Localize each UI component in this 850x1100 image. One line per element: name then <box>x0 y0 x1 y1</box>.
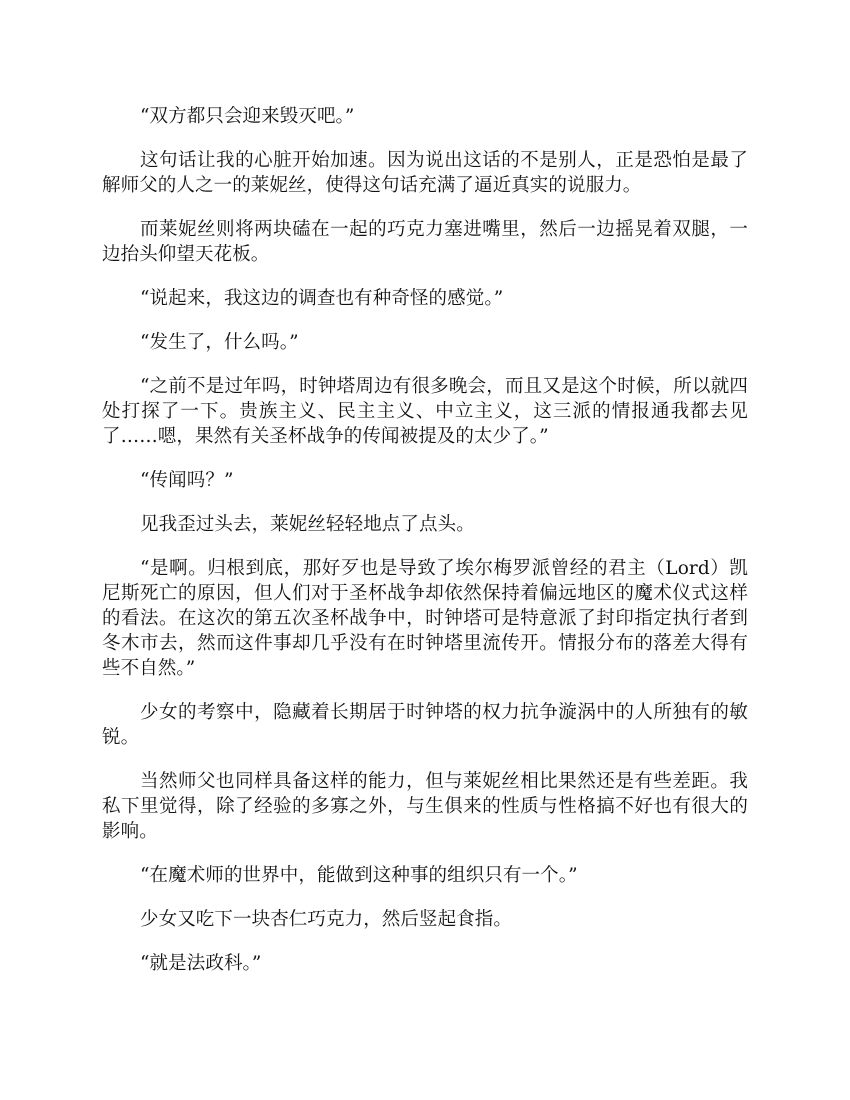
paragraph-3: 而莱妮丝则将两块磕在一起的巧克力塞进嘴里，然后一边摇晃着双腿，一边抬头仰望天花板。 <box>102 219 748 265</box>
paragraph-13: 少女又吃下一块杏仁巧克力，然后竖起食指。 <box>140 909 513 930</box>
paragraph-9: “是啊。归根到底，那好歹也是导致了埃尔梅罗派曾经的君主（Lord）凯尼斯死亡的原因，但人们对于圣杯战争却依然保持着偏远地区的魔术仪式这样的看法。在这次的第五次圣杯战争中，时钟塔可是特意派了封印指定执行者到冬木市去，然而这件事却几乎没有在时钟塔里流传开。情报分布的落差大得有些不自然。” <box>102 558 748 679</box>
paragraph-8: 见我歪过头去，莱妮丝轻轻地点了点头。 <box>140 514 475 535</box>
paragraph-6: “之前不是过年吗，时钟塔周边有很多晚会，而且又是这个时候，所以就四处打探了一下。贵族主义、民主主义、中立主义，这三派的情报通我都去见了……嗯，果然有关圣杯战争的传闻被提及的太少了。” <box>102 376 748 447</box>
paragraph-5: “发生了，什么吗。” <box>140 332 299 353</box>
paragraph-2: 这句话让我的心脏开始加速。因为说出这话的不是别人，正是恐怕是最了解师父的人之一的莱妮丝，使得这句话充满了逼近真实的说服力。 <box>102 150 748 196</box>
paragraph-12: “在魔术师的世界中，能做到这种事的组织只有一个。” <box>140 865 578 886</box>
paragraph-11: 当然师父也同样具备这样的能力，但与莱妮丝相比果然还是有些差距。我私下里觉得，除了经验的多寡之外，与生俱来的性质与性格搞不好也有很大的影响。 <box>102 771 748 842</box>
paragraph-1: “双方都只会迎来毁灭吧。” <box>140 106 355 127</box>
paragraph-14: “就是法政科。” <box>140 953 262 974</box>
paragraph-4: “说起来，我这边的调查也有种奇怪的感觉。” <box>140 288 504 309</box>
paragraph-10: 少女的考察中，隐藏着长期居于时钟塔的权力抗争漩涡中的人所独有的敏锐。 <box>102 702 748 748</box>
paragraph-7: “传闻吗？” <box>140 470 234 491</box>
document-body <box>102 104 748 995</box>
